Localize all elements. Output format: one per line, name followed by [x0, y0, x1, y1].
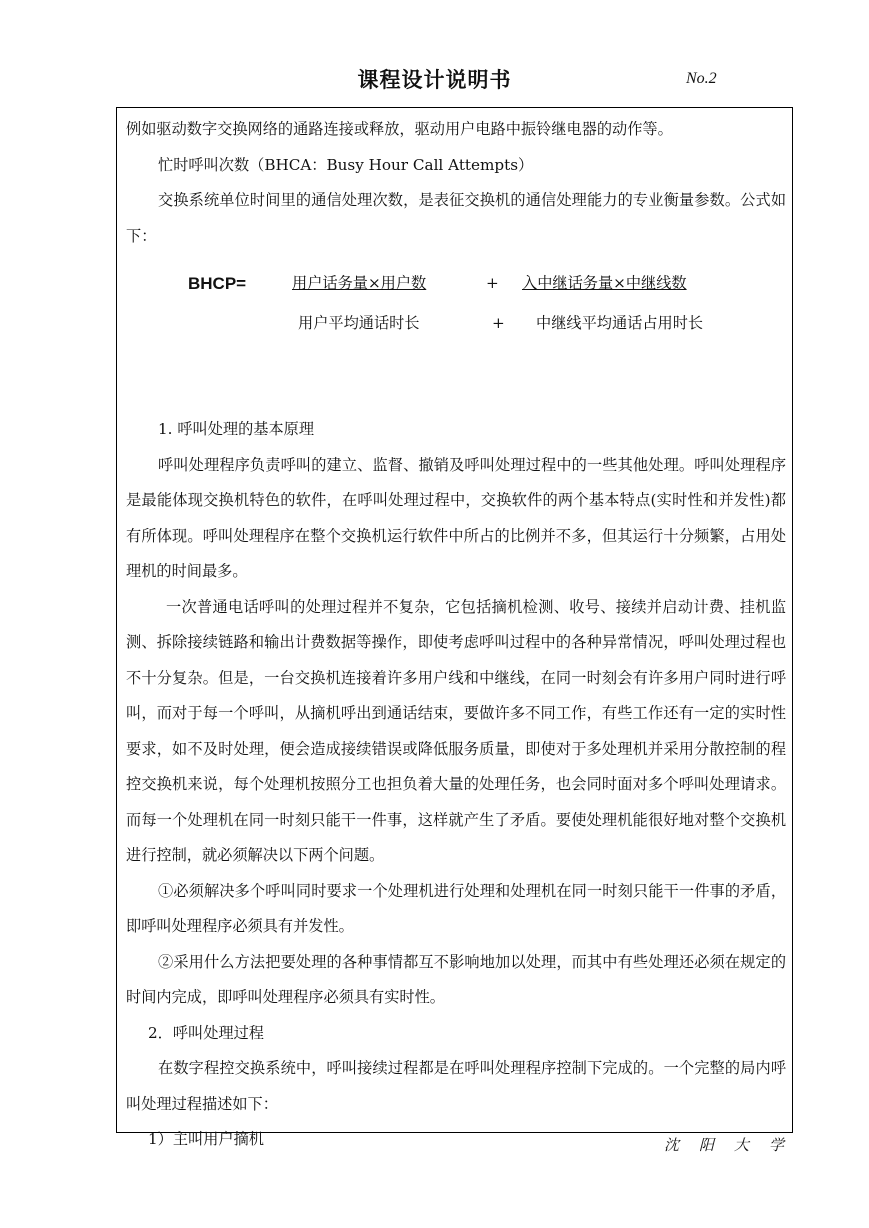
document-title: 课程设计说明书 — [357, 68, 512, 92]
formula-numerator-2: 入中继话务量×中继线数 — [522, 274, 687, 292]
section-heading: 1. 呼叫处理的基本原理 — [158, 420, 315, 438]
bhcp-formula — [126, 266, 786, 352]
formula-numerator-1: 用户话务量×用户数 — [292, 274, 427, 292]
formula-denominator-1: 用户平均通话时长 — [298, 314, 420, 332]
university-footer: 沈阳大学 — [664, 1136, 805, 1154]
formula-plus: + — [492, 314, 505, 332]
section-heading: 2．呼叫处理过程 — [148, 1023, 264, 1042]
paragraph: 交换系统单位时间里的通信处理次数，是表征交换机的通信处理能力的专业衡量参数。公式如下： — [126, 191, 786, 245]
paragraph: ②采用什么方法把要处理的各种事情都互不影响地加以处理，而其中有些处理还必须在规定的时间内完成，即呼叫处理程序必须具有实时性。 — [126, 952, 786, 1006]
paragraph: 呼叫处理程序负责呼叫的建立、监督、撤销及呼叫处理过程中的一些其他处理。呼叫处理程序是最能体现交换机特色的软件，在呼叫处理过程中，交换软件的两个基本特点(实时性和并发性)都有所体现。呼叫处理程序在整个交换机运行软件中所占的比例并不多，但其运行十分频繁，占用处理机的时间最多。 — [126, 455, 786, 580]
section-heading: 1）主叫用户摘机 — [148, 1130, 264, 1148]
paragraph: 忙时呼叫次数（BHCA：Busy Hour Call Attempts） — [158, 155, 534, 174]
page-number: No.2 — [686, 70, 717, 87]
formula-plus: + — [486, 274, 499, 292]
formula-lhs: BHCP= — [188, 274, 247, 293]
document-body — [126, 112, 786, 1158]
paragraph: 在数字程控交换系统中，呼叫接续过程都是在呼叫处理程序控制下完成的。一个完整的局内呼叫处理过程描述如下： — [126, 1059, 786, 1113]
paragraph: ①必须解决多个呼叫同时要求一个处理机进行处理和处理机在同一时刻只能干一件事的矛盾，即呼叫处理程序必须具有并发性。 — [126, 881, 786, 935]
formula-denominator-2: 中继线平均通话占用时长 — [536, 314, 704, 332]
paragraph: 一次普通电话呼叫的处理过程并不复杂，它包括摘机检测、收号、接续并启动计费、挂机监测、拆除接续链路和输出计费数据等操作，即使考虑呼叫过程中的各种异常情况，呼叫处理过程也不十分复杂。但是，一台交换机连接着许多用户线和中继线，在同一时刻会有许多用户同时进行呼叫，而对于每一个呼叫，从摘机呼出到通话结束，要做许多不同工作，有些工作还有一定的实时性要求，如不及时处理，便会造成接续错误或降低服务质量，即使对于多处理机并采用分散控制的程控交换机来说，每个处理机按照分工也担负着大量的处理任务，也会同时面对多个呼叫处理请求。而每一个处理机在同一时刻只能干一件事，这样就产生了矛盾。要使处理机能很好地对整个交换机进行控制，就必须解决以下两个问题。 — [126, 597, 786, 864]
paragraph: 例如驱动数字交换网络的通路连接或释放，驱动用户电路中振铃继电器的动作等。 — [126, 120, 673, 138]
